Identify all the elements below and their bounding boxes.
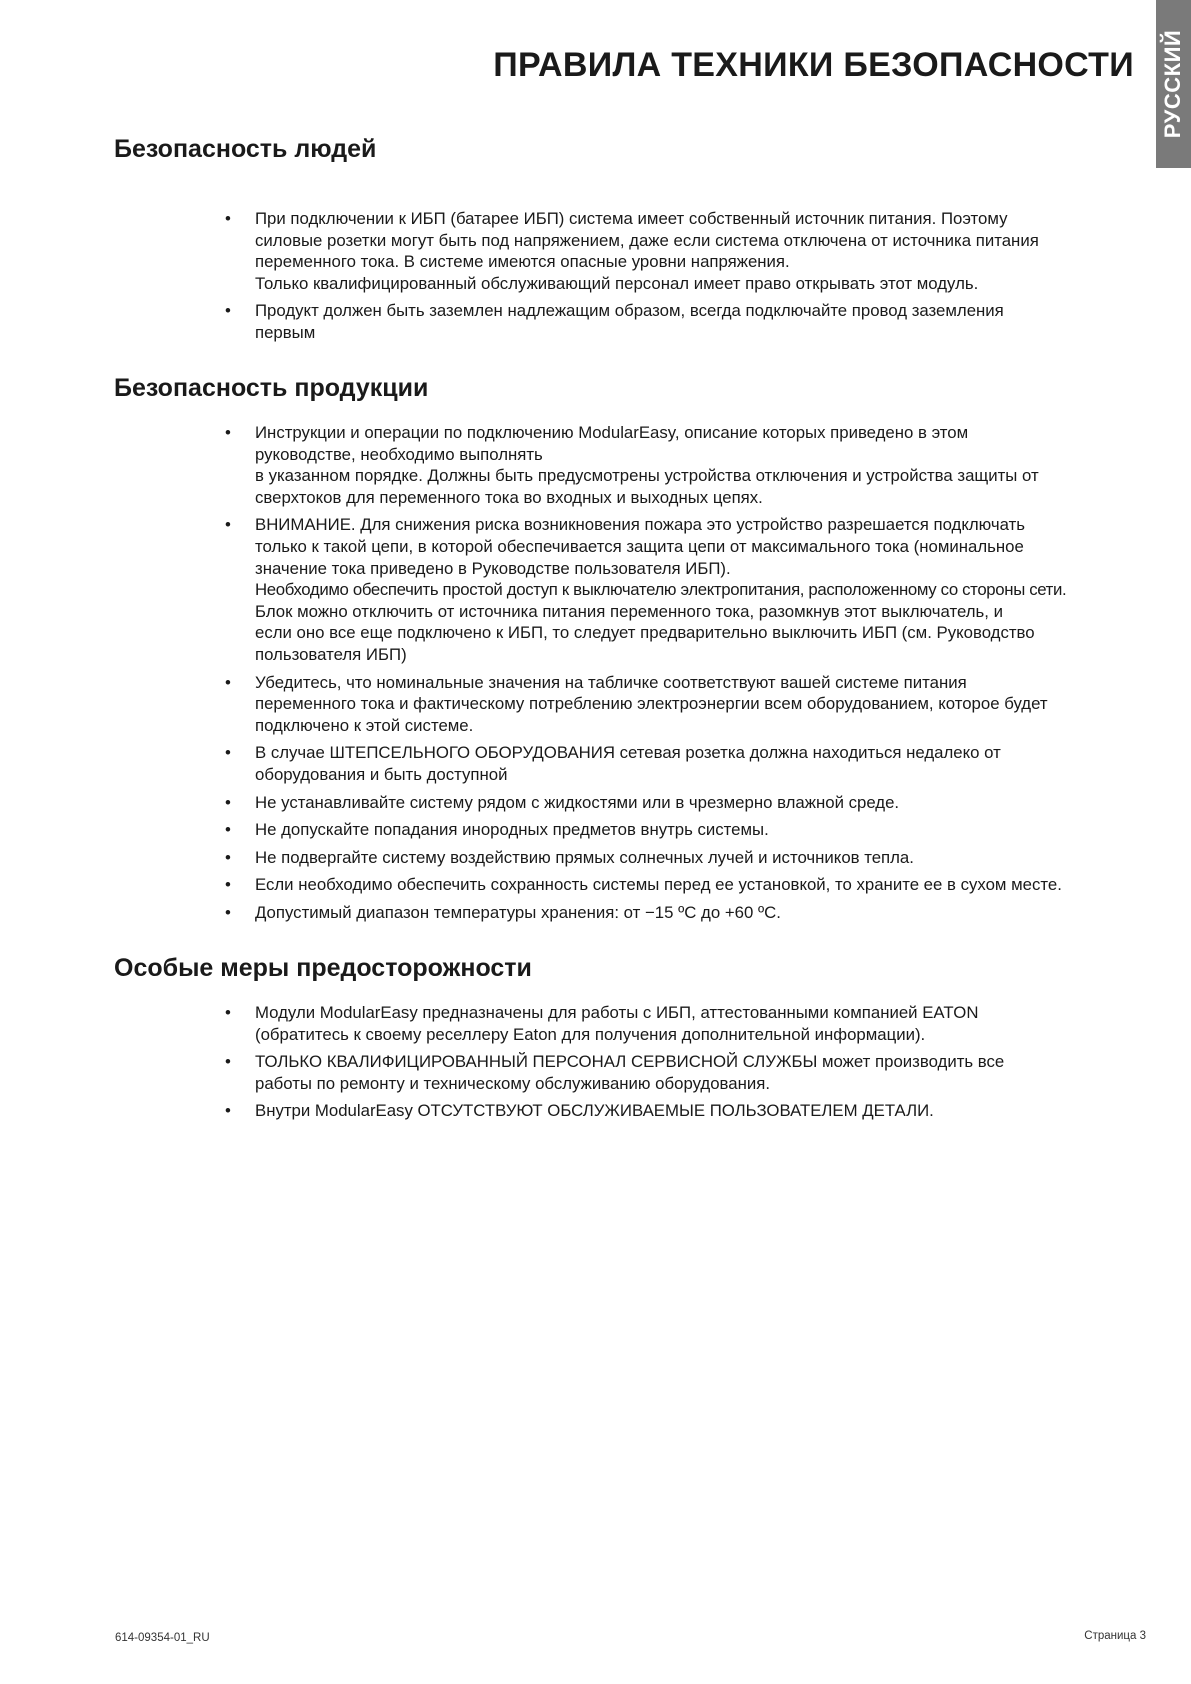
bullet-icon: •	[225, 209, 231, 228]
bullet-icon: •	[225, 1052, 231, 1072]
footer-page-number: Страница 3	[1084, 1630, 1146, 1642]
list-item: • Не подвергайте систему воздействию прямых солнечных лучей и источников тепла.	[225, 847, 914, 867]
bullet-icon: •	[225, 847, 231, 867]
list-item: • В случае ШТЕПСЕЛЬНОГО ОБОРУДОВАНИЯ сетевая розетка должна находиться недалеко от оборудования и быть доступной	[225, 743, 1001, 784]
bullet-list-special-precautions	[0, 1002, 1191, 1128]
page-title: ПРАВИЛА ТЕХНИКИ БЕЗОПАСНОСТИ	[493, 46, 1134, 84]
bullet-icon: •	[225, 515, 231, 535]
section-heading-product-safety: Безопасность продукции	[114, 374, 429, 402]
bullet-icon: •	[225, 875, 231, 895]
section-heading-special-precautions: Особые меры предосторожности	[114, 954, 532, 982]
bullet-icon: •	[225, 820, 231, 840]
bullet-icon: •	[225, 672, 231, 692]
list-item: • Не допускайте попадания инородных предметов внутрь системы.	[225, 820, 769, 840]
bullet-list-product-safety	[0, 422, 1191, 929]
footer-doc-number: 614-09354-01_RU	[115, 1632, 210, 1644]
list-item: • При подключении к ИБП (батарее ИБП) система имеет собственный источник питания. Поэтому силовые розетки могут быть под напряжением, даже если система отключена от источника питания переменного тока. В системе имеются опасные уровни напряжения. Только квалифицированный обслуживающий персонал имеет право открывать этот модуль.	[225, 209, 1039, 293]
bullet-list-personal-safety	[0, 208, 1191, 350]
list-item: • Убедитесь, что номинальные значения на табличке соответствуют вашей системе питания переменного тока и фактическому потреблению электроэнергии всем оборудованием, которое будет подключено к этой системе.	[225, 672, 1048, 735]
bullet-icon: •	[225, 1003, 231, 1022]
language-tab-label: РУССКИЙ	[1160, 29, 1186, 139]
language-tab	[1156, 0, 1191, 168]
list-item: • Инструкции и операции по подключению ModularEasy, описание которых приведено в этом руководстве, необходимо выполнять в указанном порядке. Должны быть предусмотрены устройства отключения и устройства защиты от сверхтоков для переменного тока во входных и выходных цепях.	[225, 423, 1039, 507]
bullet-icon: •	[225, 792, 231, 812]
list-item: • ВНИМАНИЕ. Для снижения риска возникновения пожара это устройство разрешается подключать только к такой цепи, в которой обеспечивается защита цепи от максимального тока (номинальное значение тока приведено в Руководстве пользователя ИБП). Необходимо обеспечить простой доступ к выключателю электропитания, расположенному со стороны сети. Блок можно отключить от источника питания переменного тока, разомкнув этот выключатель, и если оно все еще подключено к ИБП, то следует предварительно выключить ИБП (см. Руководство пользователя ИБП)	[225, 515, 1067, 664]
bullet-icon: •	[225, 743, 231, 763]
list-item: • Продукт должен быть заземлен надлежащим образом, всегда подключайте провод заземления первым	[225, 301, 1004, 342]
bullet-icon: •	[225, 902, 231, 922]
list-item: • Модули ModularEasy предназначены для работы с ИБП, аттестованными компанией EATON (обратитесь к своему реселлеру Eaton для получения дополнительной информации).	[225, 1003, 979, 1044]
section-heading-personal-safety: Безопасность людей	[114, 135, 377, 163]
list-item: • ТОЛЬКО КВАЛИФИЦИРОВАННЫЙ ПЕРСОНАЛ СЕРВИСНОЙ СЛУЖБЫ может производить все работы по ремонту и техническому обслуживанию оборудования.	[225, 1052, 1005, 1093]
bullet-icon: •	[225, 423, 231, 442]
list-item: • Если необходимо обеспечить сохранность системы перед ее установкой, то храните ее в сухом месте.	[225, 875, 1062, 895]
list-item: • Внутри ModularEasy ОТСУТСТВУЮТ ОБСЛУЖИВАЕМЫЕ ПОЛЬЗОВАТЕЛЕМ ДЕТАЛИ.	[225, 1101, 934, 1121]
bullet-icon: •	[225, 1101, 231, 1121]
list-item: • Не устанавливайте систему рядом с жидкостями или в чрезмерно влажной среде.	[225, 792, 900, 812]
bullet-icon: •	[225, 301, 231, 321]
list-item: • Допустимый диапазон температуры хранения: от −15 ºC до +60 ºC.	[225, 902, 781, 922]
